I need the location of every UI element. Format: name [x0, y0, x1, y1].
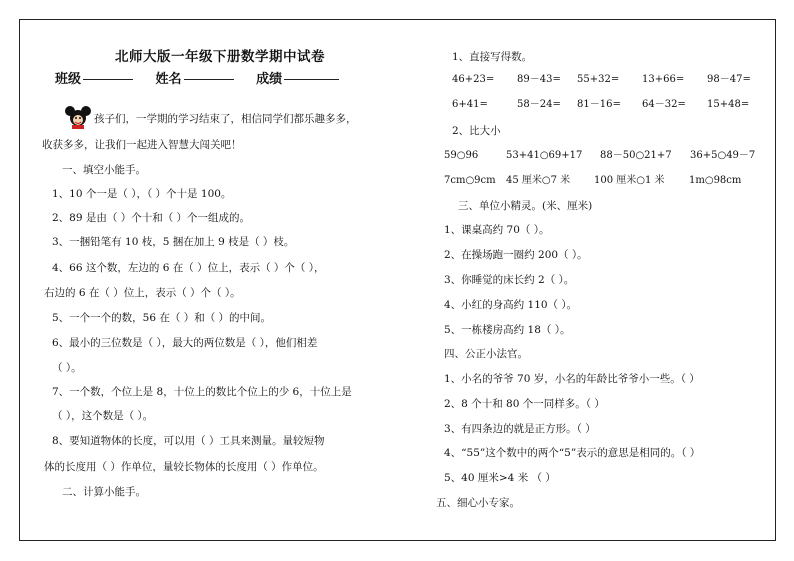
section4-line: 5、40 厘米>4 米 （ ）	[444, 472, 556, 484]
intro-line-1: 孩子们，一学期的学习结束了，相信同学们都乐趣多多，	[94, 113, 357, 125]
section2-heading: 二、计算小能手。	[62, 486, 146, 498]
section1-line: 8、要知道物体的长度，可以用（ ）工具来测量。量较短物	[52, 435, 325, 447]
exam-title: 北师大版一年级下册数学期中试卷	[115, 49, 325, 65]
section3-line: 1、课桌高约 70（ ）。	[444, 224, 550, 236]
section3-line: 3、你睡觉的床长约 2（ ）。	[444, 274, 575, 286]
calc-item: 81－16=	[577, 99, 621, 110]
calc-item: 55+32=	[577, 74, 620, 85]
compare-item: 100 厘米○1 米	[594, 175, 665, 186]
section4-heading: 四、公正小法官。	[444, 348, 528, 360]
section1-line: 4、66 这个数，左边的 6 在（ ）位上，表示（ ）个（ ），	[52, 262, 325, 274]
mickey-mascot-icon	[63, 105, 93, 129]
calc-item: 98－47=	[707, 74, 751, 85]
section1-heading: 一、填空小能手。	[62, 164, 146, 176]
compare-item: 36+5○49－7	[690, 150, 756, 161]
calc-item: 46+23=	[452, 74, 495, 85]
intro-line-2: 收获多多，让我们一起进入智慧大闯关吧！	[42, 139, 242, 151]
section1-line: 1、10 个一是（ ），（ ）个十是 100。	[52, 188, 232, 200]
section4-line: 1、小名的爷爷 70 岁，小名的年龄比爷爷小一些。（ ）	[444, 373, 700, 385]
q1-heading: 1、直接写得数。	[452, 51, 533, 63]
calc-item: 58－24=	[517, 99, 561, 110]
section3-heading: 三、单位小精灵。(米、厘米)	[458, 200, 593, 212]
name-blank	[184, 79, 234, 80]
section1-line: 3、一捆铅笔有 10 枝，5 捆在加上 9 枝是（ ）枝。	[52, 236, 295, 248]
q2-heading: 2、比大小	[452, 125, 501, 137]
compare-item: 88－50○21+7	[600, 150, 672, 161]
section3-line: 5、一栋楼房高约 18（ ）。	[444, 324, 571, 336]
calc-item: 64－32=	[642, 99, 686, 110]
section1-line: （ ），这个数是（ ）。	[52, 410, 154, 422]
section4-line: 4、“55”这个数中的两个“5”表示的意思是相同的。（ ）	[444, 447, 701, 459]
name-label: 姓名	[155, 72, 182, 87]
section4-line: 3、有四条边的就是正方形。（ ）	[444, 423, 596, 435]
section4-line: 2、8 个十和 80 个一同样多。（ ）	[444, 398, 605, 410]
compare-item: 7cm○9cm	[444, 175, 496, 186]
section3-line: 2、在操场跑一圈约 200（ ）。	[444, 249, 588, 261]
class-blank	[83, 79, 133, 80]
calc-item: 15+48=	[707, 99, 750, 110]
calc-item: 89－43=	[517, 74, 561, 85]
section1-line: 2、89 是由（ ）个十和（ ）个一组成的。	[52, 212, 251, 224]
section1-line: 5、一个一个的数，56 在（ ）和（ ）的中间。	[52, 312, 272, 324]
calc-item: 6+41=	[452, 99, 488, 110]
compare-item: 1m○98cm	[689, 175, 742, 186]
score-label: 成绩	[256, 72, 283, 87]
section1-line: 右边的 6 在（ ）位上，表示（ ）个（ ）。	[44, 287, 241, 299]
compare-item: 53+41○69+17	[506, 150, 583, 161]
section1-line: 6、最小的三位数是（ ），最大的两位数是（ ），他们相差	[52, 337, 318, 349]
calc-item: 13+66=	[642, 74, 685, 85]
section1-line: 7、一个数，个位上是 8，十位上的数比个位上的少 6，十位上是	[52, 386, 352, 398]
class-label: 班级	[55, 72, 82, 87]
section3-line: 4、小红的身高约 110（ ）。	[444, 299, 578, 311]
section5-heading: 五、细心小专家。	[436, 497, 520, 509]
section1-line: （ ）。	[52, 362, 82, 374]
compare-item: 59○96	[444, 150, 479, 161]
score-blank	[284, 79, 339, 80]
section1-line: 体的长度用（ ）作单位，量较长物体的长度用（ ）作单位。	[44, 461, 324, 473]
student-info-row	[55, 73, 357, 87]
compare-item: 45 厘米○7 米	[506, 175, 571, 186]
